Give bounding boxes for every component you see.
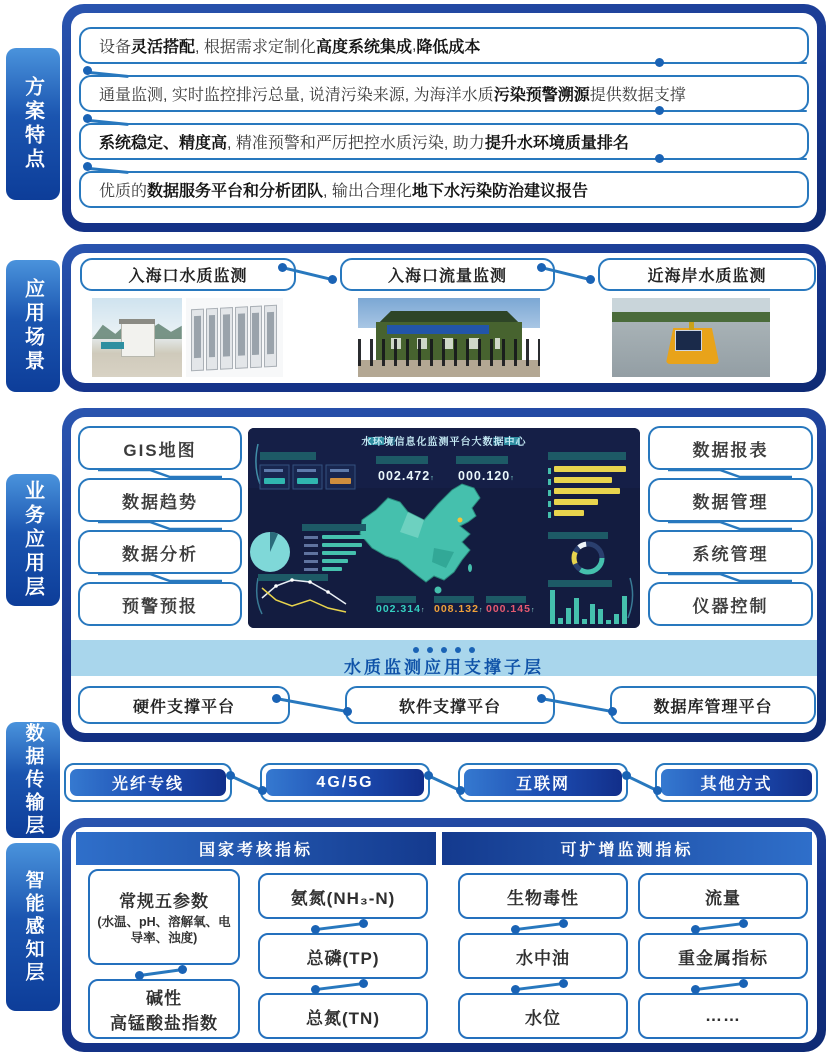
svg-text:002.472↑: 002.472↑: [378, 469, 435, 483]
feature-text-segment: 降低成本: [416, 39, 481, 56]
cabinet-door: [250, 305, 263, 367]
svg-text:008.132↑: 008.132↑: [434, 603, 484, 615]
photo-cabinets: [186, 298, 283, 377]
indicator-line: 水中油: [516, 948, 570, 968]
scenario-label: 近海岸水质监测: [598, 258, 816, 291]
panel-perception: [62, 818, 826, 1052]
photo-station-building: [121, 322, 155, 357]
cabinet-door: [206, 308, 219, 370]
channel-pill: 互联网: [464, 769, 622, 796]
module-仪器控制: 仪器控制: [648, 582, 813, 626]
connector-dot: [655, 106, 664, 115]
svg-text:000.145↑: 000.145↑: [486, 603, 536, 615]
connector-dot: [739, 919, 748, 928]
scenario-photo-green-monitoring-building: [358, 298, 540, 377]
feature-text-segment: 设备: [99, 39, 132, 56]
module-预警预报: 预警预报: [78, 582, 242, 626]
indicator-line: 生物毒性: [507, 888, 579, 908]
indicator-sub: (水温、pH、溶解氧、电导率、浊度): [97, 915, 231, 945]
panel-scenarios-inner: [71, 253, 817, 383]
channel-互联网: [458, 763, 628, 802]
channel-pill: 4G/5G: [266, 769, 424, 796]
sidebar-label-transmission: 数据传输层: [6, 722, 60, 838]
cabinet-door-glass: [194, 315, 201, 357]
indicator-line: 总氮(TN): [306, 1008, 380, 1028]
photo-sign: [387, 325, 489, 334]
svg-text:水环境信息化监测平台大数据中心: 水环境信息化监测平台大数据中心: [361, 437, 527, 448]
feature-text-segment: ,: [411, 36, 417, 54]
platform-数据库管理平台: 数据库管理平台: [610, 686, 816, 724]
connector-line: [696, 982, 744, 990]
sidebar-label-perception: 智能感知层: [6, 843, 60, 1011]
indicator-box: [258, 873, 428, 919]
connector-dot: [311, 985, 320, 994]
connector-dot: [343, 707, 352, 716]
svg-text:002.314↑: 002.314↑: [376, 603, 426, 615]
feature-text-segment: , 精准预警和严厉把控水质污染, 助力: [227, 135, 485, 152]
platform-硬件支撑平台: 硬件支撑平台: [78, 686, 290, 724]
connector-line: [516, 922, 564, 930]
module-GIS地图: GIS地图: [78, 426, 242, 470]
indicator-line: 氨氮(NH₃-N): [290, 888, 396, 908]
connector-dot: [278, 263, 287, 272]
indicator-box: [638, 933, 808, 979]
dashboard-screenshot: [248, 428, 640, 628]
connector-line: [696, 922, 744, 930]
connector-line: [663, 158, 807, 161]
connector-dot: [559, 979, 568, 988]
indicator-box: [458, 873, 628, 919]
feature-text-segment: 优质的: [99, 183, 148, 200]
connector-dot: [359, 979, 368, 988]
connector-dot: [226, 771, 235, 780]
connector-line: [516, 982, 564, 990]
connector-dot: [559, 919, 568, 928]
connector-dot: [655, 58, 664, 67]
connector-line: [316, 982, 364, 990]
connector-dot: [83, 114, 92, 123]
cabinet-door-glass: [267, 312, 274, 354]
connector-dot: [311, 925, 320, 934]
photo-station: [92, 298, 182, 377]
header-expandable-indicators: 可扩增监测指标: [442, 832, 812, 865]
feature-row: [79, 27, 809, 64]
connector-dot: [691, 925, 700, 934]
feature-text-segment: 数据服务平台和分析团队: [147, 183, 324, 200]
feature-row: [79, 123, 809, 160]
module-系统管理: 系统管理: [648, 530, 813, 574]
module-数据管理: 数据管理: [648, 478, 813, 522]
channel-其他方式: [655, 763, 818, 802]
indicator-line: 常规五参数: [119, 892, 209, 912]
photo-buoy-mast: [689, 322, 694, 330]
panel-features-inner: [71, 13, 817, 223]
sidebar-label-business: 业务应用层: [6, 474, 60, 606]
feature-text-segment: 灵活搭配: [131, 39, 196, 56]
scenario-photo-station-and-cabinets: [92, 298, 283, 377]
photo-fence: [358, 339, 540, 366]
dashboard-canvas: [248, 428, 640, 628]
feature-row: [79, 75, 809, 112]
channel-4G/5G: [260, 763, 430, 802]
connector-dot: [83, 162, 92, 171]
indicator-line: 重金属指标: [678, 948, 768, 968]
indicator-box: [458, 993, 628, 1039]
cabinet-door-glass: [253, 312, 260, 354]
photo-station-canopy: [101, 342, 124, 348]
connector-dot: [328, 275, 337, 284]
photo-solar-panel: [675, 330, 702, 351]
feature-text-segment: , 输出合理化: [323, 183, 412, 200]
photo-station-roof: [119, 319, 155, 325]
cabinet-door: [235, 306, 248, 368]
connector-dot: [511, 925, 520, 934]
connector-line: [663, 110, 807, 113]
panel-business: [62, 408, 826, 742]
support-bar-label: 水质监测应用支撑子层: [344, 658, 544, 677]
feature-text-segment: 提升水环境质量排名: [484, 135, 629, 152]
connector-dot: [511, 985, 520, 994]
indicator-box: [638, 993, 808, 1039]
feature-text-segment: 高度系统集成: [315, 39, 412, 56]
scenario-label: 入海口水质监测: [80, 258, 296, 291]
feature-text-segment: 提供数据支撑: [589, 87, 686, 104]
feature-text-segment: 通量监测, 实时监控排污总量, 说清污染来源, 为海洋水质: [99, 87, 494, 104]
connector-dot: [83, 66, 92, 75]
connector-dot: [272, 694, 281, 703]
feature-text-segment: 地下水污染防治建议报告: [411, 183, 588, 200]
indicator-box: [88, 869, 240, 965]
connector-dot: [537, 694, 546, 703]
connector-dot: [622, 771, 631, 780]
indicator-line: 流量: [705, 888, 741, 908]
connector-line: [316, 922, 364, 930]
indicator-line: 高锰酸盐指数: [110, 1014, 218, 1033]
indicator-line: 总磷(TP): [306, 948, 380, 968]
channel-pill: 其他方式: [661, 769, 812, 796]
panel-features: [62, 4, 826, 232]
connector-dot: [258, 786, 267, 795]
panel-perception-inner: [71, 827, 817, 1043]
connector-dot: [655, 154, 664, 163]
cabinet-door: [265, 304, 278, 366]
module-数据分析: 数据分析: [78, 530, 242, 574]
support-bar-dots: [71, 645, 817, 653]
connector-dot: [653, 786, 662, 795]
indicator-box: [88, 979, 240, 1039]
connector-dot: [424, 771, 433, 780]
svg-text:000.120↑: 000.120↑: [458, 469, 515, 483]
support-sublayer-bar: [71, 640, 817, 676]
cabinet-row: [191, 304, 277, 370]
cabinet-door: [221, 307, 234, 369]
scenario-photo-yellow-buoy: [612, 298, 770, 377]
connector-dot: [691, 985, 700, 994]
connector-dot: [586, 275, 595, 284]
feature-text-segment: 污染预警溯源: [493, 87, 590, 104]
panel-business-inner: [71, 417, 817, 733]
indicator-box: [258, 993, 428, 1039]
connector-line: [139, 968, 182, 976]
indicator-line: ……: [705, 1006, 741, 1025]
connector-dot: [537, 263, 546, 272]
feature-text-segment: 系统稳定、精度高: [99, 135, 228, 152]
indicator-line: 水位: [525, 1008, 561, 1028]
header-national-indicators: 国家考核指标: [76, 832, 436, 865]
panel-scenarios: [62, 244, 826, 392]
feature-row: [79, 171, 809, 208]
connector-dot: [456, 786, 465, 795]
feature-text-segment: , 根据需求定制化: [195, 39, 316, 56]
indicator-box: [258, 933, 428, 979]
sidebar-label-scenarios: 应用场景: [6, 260, 60, 392]
connector-dot: [178, 965, 187, 974]
cabinet-door-glass: [238, 313, 245, 355]
connector-dot: [608, 707, 617, 716]
connector-line: [663, 62, 807, 65]
indicator-box: [458, 933, 628, 979]
scenario-label: 入海口流量监测: [340, 258, 555, 291]
sidebar-label-features: 方案特点: [6, 48, 60, 200]
connector-dot: [739, 979, 748, 988]
channel-光纤专线: [64, 763, 232, 802]
module-数据报表: 数据报表: [648, 426, 813, 470]
connector-dot: [359, 919, 368, 928]
connector-dot: [135, 971, 144, 980]
cabinet-door-glass: [209, 315, 216, 357]
channel-pill: 光纤专线: [70, 769, 226, 796]
module-数据趋势: 数据趋势: [78, 478, 242, 522]
cabinet-door-glass: [224, 314, 231, 356]
indicator-box: [638, 873, 808, 919]
platform-软件支撑平台: 软件支撑平台: [345, 686, 555, 724]
indicator-line: 碱性: [146, 989, 182, 1008]
cabinet-door: [191, 308, 204, 370]
